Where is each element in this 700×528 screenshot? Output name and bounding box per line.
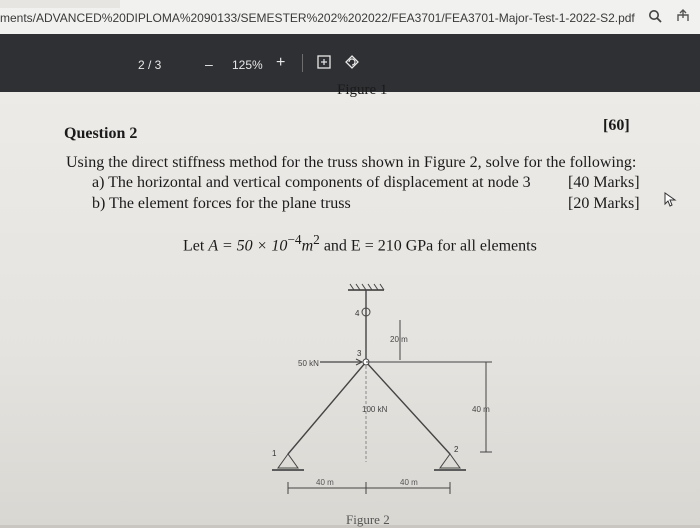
node-label-4: 4 — [355, 309, 360, 318]
zoom-out-button[interactable]: – — [205, 56, 213, 72]
item-a-marks: [40 Marks] — [568, 174, 640, 191]
given-rest: and E = 210 GPa for all elements — [319, 237, 537, 255]
fit-page-icon[interactable] — [317, 55, 331, 72]
pdf-page — [0, 82, 700, 527]
load-100kn: 100 kN — [362, 405, 388, 414]
question-marks: [60] — [603, 117, 630, 134]
mouse-cursor-icon — [664, 192, 678, 213]
share-icon[interactable] — [674, 7, 692, 25]
page-indicator[interactable]: 2 / 3 — [138, 58, 162, 72]
dim-20m: 20 m — [390, 335, 408, 344]
item-b-marks: [20 Marks] — [568, 195, 640, 212]
figure2-caption: Figure 2 — [346, 512, 390, 527]
given-unit-exponent: 2 — [313, 232, 320, 247]
given-unit: m — [301, 237, 314, 255]
browser-address-bar[interactable] — [0, 0, 700, 35]
question-title: Question 2 — [64, 125, 138, 142]
dim-40m-vertical: 40 m — [472, 405, 490, 414]
given-area: A = 50 × 10 — [208, 237, 288, 255]
node-label-2: 2 — [454, 445, 459, 454]
question-prompt: Using the direct stiffness method for the truss shown in Figure 2, solve for the following: — [66, 154, 637, 171]
rotate-icon[interactable] — [344, 54, 360, 73]
given-values — [183, 232, 537, 255]
dim-40m-left: 40 m — [316, 478, 334, 487]
zoom-level: 125% — [232, 58, 263, 72]
figure1-caption: Figure 1 — [337, 82, 388, 98]
url-text[interactable]: ments/ADVANCED%20DIPLOMA%2090133/SEMESTER%202%202022/FEA3701/FEA3701-Major-Test-1-2022-S2.pdf — [0, 11, 635, 25]
item-text: The horizontal and vertical components of displacement at node 3 — [108, 174, 531, 191]
tab-strip — [0, 0, 120, 8]
item-label: b) — [92, 195, 106, 212]
toolbar-divider — [302, 54, 303, 72]
given-prefix: Let — [183, 237, 209, 255]
item-text: The element forces for the plane truss — [109, 195, 351, 212]
question-item-a — [92, 174, 531, 192]
dim-40m-right: 40 m — [400, 478, 418, 487]
search-icon[interactable] — [646, 7, 664, 25]
node-label-1: 1 — [272, 449, 277, 458]
zoom-in-button[interactable]: + — [276, 54, 286, 71]
question-item-b — [92, 195, 351, 213]
load-50kn: 50 kN — [298, 359, 319, 368]
truss-diagram — [260, 282, 520, 525]
item-label: a) — [92, 174, 105, 191]
node-label-3: 3 — [357, 349, 362, 358]
given-exponent: −4 — [287, 232, 302, 247]
